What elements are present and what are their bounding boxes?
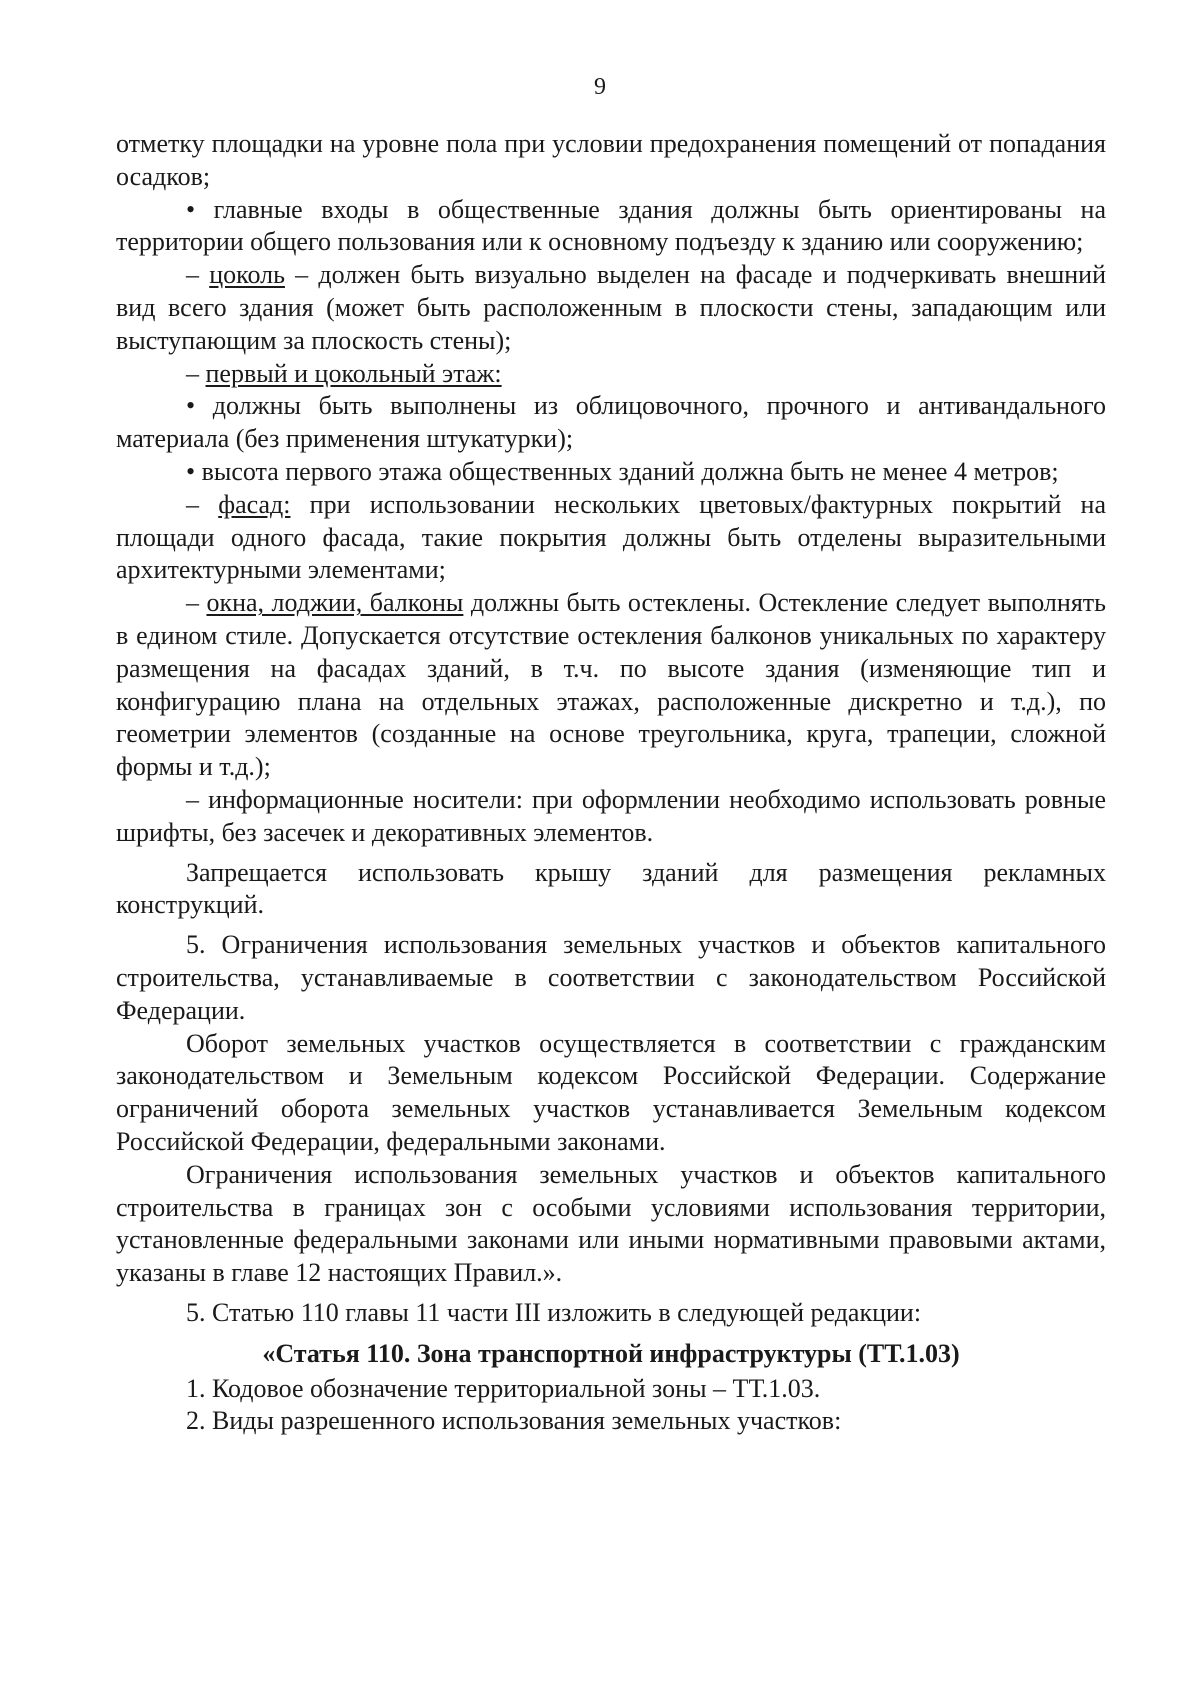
underlined-term: фасад: (218, 489, 291, 519)
dash-prefix: – (186, 260, 210, 290)
bullet-cladding: • должны быть выполнены из облицовочного, прочного и антивандального материала (без применения штукатурки); (116, 391, 1106, 454)
dash-item-facade (116, 489, 1106, 587)
paragraph-land-turnover: Оборот земельных участков осуществляется в соответствии с гражданским законодательством и Земельным кодексом Российской Федерации. Содержание ограничений оборота земельных участков устанавливается Земельным кодексом Российской Федерации, федеральными законами. (116, 1028, 1106, 1156)
dash-prefix: – (186, 588, 207, 618)
underlined-term: окна, лоджии, балконы (206, 588, 464, 618)
bullet-floor-height: • высота первого этажа общественных зданий должна быть не менее 4 метров; (186, 456, 1059, 486)
dash-item-plinth (116, 259, 1106, 357)
dash-item-windows (116, 587, 1106, 784)
item-text: при использовании нескольких цветовых/фактурных покрытий на площади одного фасада, такие покрытия должны быть отделены выразительными архитектурными элементами; (116, 489, 1107, 585)
paragraph-continuation: отметку площадки на уровне пола при условии предохранения помещений от попадания осадков; (116, 129, 1106, 191)
bullet-main-entrances: • главные входы в общественные здания должны быть ориентированы на территории общего пользования или к основному подъезду к зданию или сооружению; (116, 194, 1106, 257)
paragraph-zone-restrictions: Ограничения использования земельных участков и объектов капитального строительства в границах зон с особыми условиями использования территории, установленные федеральными законами или иными нормативными правовыми актами, указаны в главе 12 настоящих Правил.». (116, 1159, 1106, 1288)
underlined-term: цоколь (209, 260, 285, 290)
underlined-term: первый и цокольный этаж: (205, 358, 502, 388)
document-body (116, 128, 1106, 1438)
paragraph-roof-ban: Запрещается использовать крышу зданий для размещения рекламных конструкций. (116, 857, 1106, 920)
numbered-item-5-restrictions: 5. Ограничения использования земельных участков и объектов капитального строительства, устанавливаемые в соответствии с законодательством Российской Федерации. (116, 930, 1106, 1025)
item-text: должны быть остеклены. Остекление следует выполнять в едином стиле. Допускается отсутствие остекления балконов уникальных по характеру размещения на фасадах зданий, в т.ч. по высоте здания (изменяющие тип и конфигурацию плана на отдельных этажах, расположенные дискретно и т.д.), по геометрии элементов (созданные на основе треугольника, круга, трапеции, сложной формы и т.д.); (116, 588, 1107, 782)
dash-prefix: – (186, 358, 206, 388)
item-text: – должен быть визуально выделен на фасаде и подчеркивать внешний вид всего здания (может быть расположенным в плоскости стены, западающим или выступающим за плоскость стены); (116, 260, 1106, 355)
numbered-item-1: 1. Кодовое обозначение территориальной зоны – ТТ.1.03. (186, 1373, 821, 1403)
article-heading: «Статья 110. Зона транспортной инфраструктуры (ТТ.1.03) (262, 1338, 960, 1368)
numbered-item-2: 2. Виды разрешенного использования земельных участков: (186, 1406, 842, 1436)
dash-item-first-floor (116, 358, 1106, 391)
dash-prefix: – (186, 489, 219, 519)
dash-item-signage: – информационные носители: при оформлении необходимо использовать ровные шрифты, без засечек и декоративных элементов. (116, 784, 1106, 847)
page-number: 9 (594, 74, 606, 100)
numbered-item-5-article: 5. Статью 110 главы 11 части III изложить в следующей редакции: (186, 1297, 922, 1327)
